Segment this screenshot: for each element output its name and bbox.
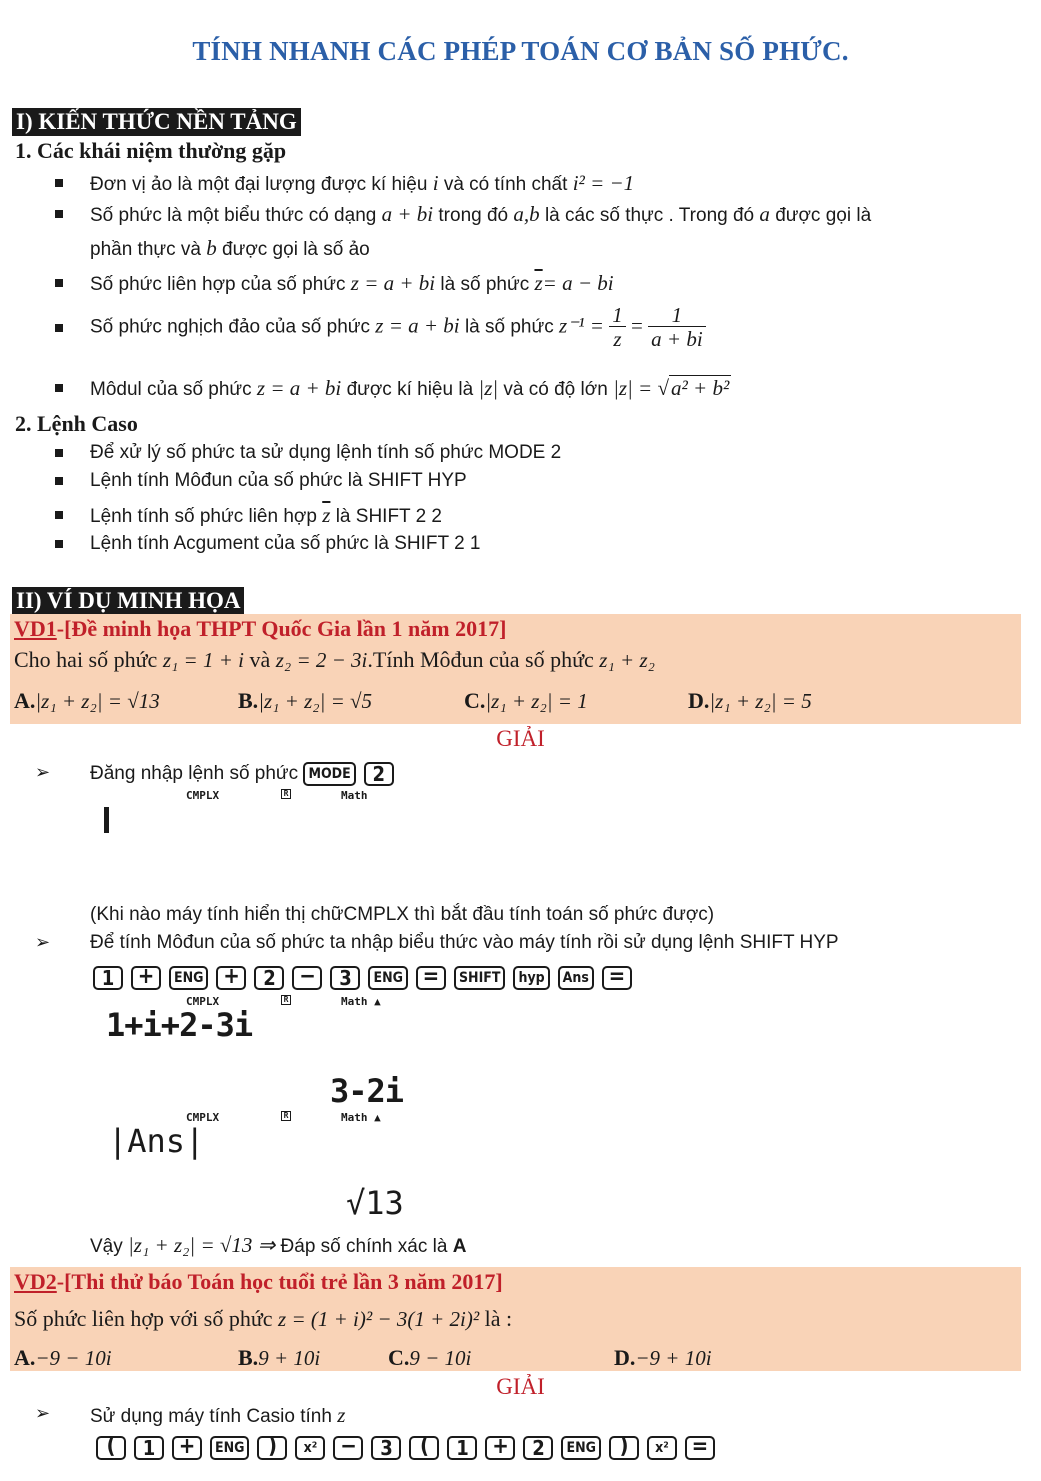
vd2-key-3: ENG	[210, 1436, 249, 1460]
bullet-square-icon	[55, 384, 63, 392]
lcd-expression: 1+i+2-3i	[106, 1006, 253, 1044]
lcd-indicator-cmplx: CMPLX	[186, 995, 220, 1008]
page-title: TÍNH NHANH CÁC PHÉP TOÁN CƠ BẢN SỐ PHỨC.	[192, 36, 849, 66]
vd2-key-1: 1	[134, 1436, 164, 1460]
example-1-option-d: D.|z₁ + z₂| = 5	[688, 688, 812, 713]
example-1-keystroke-row	[93, 966, 640, 990]
vd1-key-6: 3	[330, 966, 360, 990]
lcd-indicator-cmplx: CMPLX	[186, 789, 220, 802]
vd1-key-5: −	[292, 966, 322, 990]
example-1-option-a: A.|z₁ + z₂| = √13	[14, 688, 160, 713]
example-2-title: VD2-[Thi thử báo Toán học tuổi trẻ lần 3 năm 2017]	[14, 1269, 503, 1294]
lcd-result-2: √13	[346, 1184, 404, 1222]
lcd-indicator-cmplx: CMPLX	[186, 1111, 220, 1124]
example-2-solution-heading: GIẢI	[496, 1374, 545, 1399]
bullet-square-icon	[55, 511, 63, 519]
key-mode: MODE	[303, 762, 355, 786]
lcd-indicator-math-arrow: Math ▲	[341, 1111, 381, 1124]
arrow-bullet-icon: ➢	[35, 762, 51, 782]
vd1-key-4: 2	[254, 966, 284, 990]
example-2-option-c: C.9 − 10i	[388, 1345, 472, 1370]
vd2-key-12: ENG	[561, 1436, 600, 1460]
vd2-key-10: +	[485, 1436, 515, 1460]
section-heading-2: II) VÍ DỤ MINH HỌA	[12, 587, 244, 615]
lcd-indicator-r: R	[281, 789, 291, 799]
example-1-note: (Khi nào máy tính hiển thị chữCMPLX thì bắt đầu tính toán số phức được)	[90, 904, 715, 925]
example-2-option-d: D.−9 + 10i	[614, 1345, 712, 1370]
vd2-key-13: )	[609, 1436, 639, 1460]
example-1-option-c: C.|z₁ + z₂| = 1	[464, 688, 588, 713]
lcd-abs-ans: |Ans|	[108, 1122, 205, 1160]
vd2-key-8: (	[409, 1436, 439, 1460]
lcd-indicator-math-arrow: Math ▲	[341, 995, 381, 1008]
section-heading-1: I) KIẾN THỨC NỀN TẢNG	[12, 108, 301, 136]
vd1-key-0: 1	[93, 966, 123, 990]
vd1-key-10: hyp	[513, 966, 549, 990]
bullet-square-icon	[55, 279, 63, 287]
vd2-key-6: −	[333, 1436, 363, 1460]
vd2-key-4: )	[257, 1436, 287, 1460]
lcd-indicator-r: R	[281, 1111, 291, 1121]
lcd-indicator-math: Math	[341, 789, 368, 802]
vd1-key-8: =	[416, 966, 446, 990]
bullet-square-icon	[55, 540, 63, 548]
vd2-key-15: =	[685, 1436, 715, 1460]
bullet-square-icon	[55, 210, 63, 218]
lcd-result-1: 3-2i	[330, 1072, 404, 1110]
bullet-complex-number-line2: phần thực và b được gọi là số ảo	[90, 236, 370, 260]
vd2-key-7: 3	[371, 1436, 401, 1460]
example-1-solution-heading: GIẢI	[496, 726, 545, 751]
vd1-key-7: ENG	[368, 966, 407, 990]
example-2-question: Số phức liên hợp với số phức z = (1 + i)² − 3(1 + 2i)² là :	[14, 1306, 513, 1331]
vd2-key-9: 1	[447, 1436, 477, 1460]
vd1-key-9: SHIFT	[454, 966, 506, 990]
arrow-bullet-icon: ➢	[35, 1403, 51, 1423]
vd2-key-2: +	[172, 1436, 202, 1460]
example-1-option-b: B.|z₁ + z₂| = √5	[238, 688, 373, 713]
vd1-key-1: +	[131, 966, 161, 990]
bullet-square-icon	[55, 179, 63, 187]
lcd-indicator-r: R	[281, 995, 291, 1005]
bullet-square-icon	[55, 477, 63, 485]
subheading-concepts: 1. Các khái niệm thường gặp	[15, 138, 287, 163]
vd1-key-2: ENG	[169, 966, 208, 990]
vd2-key-5: x²	[295, 1436, 325, 1460]
vd1-key-3: +	[216, 966, 246, 990]
example-2-keystroke-row	[96, 1436, 723, 1460]
example-1-conclusion: Vậy |z₁ + z₂| = √13 ⇒ Đáp số chính xác là A	[90, 1233, 467, 1257]
example-2-option-a: A.−9 − 10i	[14, 1345, 112, 1370]
example-1-title: VD1-[Đề minh họa THPT Quốc Gia lần 1 năm 2017]	[14, 616, 507, 641]
bullet-square-icon	[55, 324, 63, 332]
bullet-square-icon	[55, 449, 63, 457]
vd1-key-11: Ans	[558, 966, 594, 990]
key-2: 2	[364, 762, 394, 786]
vd1-key-12: =	[602, 966, 632, 990]
arrow-bullet-icon: ➢	[35, 932, 51, 952]
lcd-cursor	[104, 807, 109, 833]
example-1-question: Cho hai số phức z₁ = 1 + i và z₂ = 2 − 3i.Tính Môđun của số phức z₁ + z₂	[14, 647, 655, 672]
vd2-key-14: x²	[647, 1436, 677, 1460]
subheading-casio: 2. Lệnh Caso	[15, 411, 138, 436]
vd2-key-0: (	[96, 1436, 126, 1460]
example-2-option-b: B.9 + 10i	[238, 1345, 321, 1370]
vd2-key-11: 2	[523, 1436, 553, 1460]
